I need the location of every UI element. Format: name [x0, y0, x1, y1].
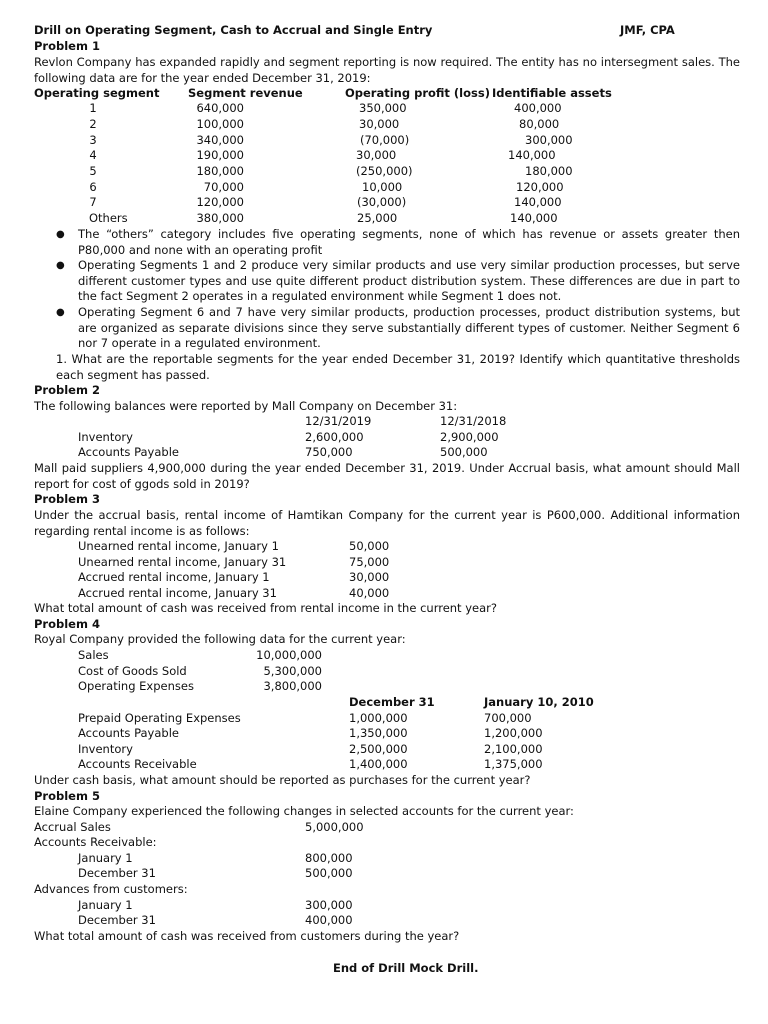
col-segment-revenue: Segment revenue	[188, 86, 303, 100]
problem-3-row-label: Unearned rental income, January 31	[78, 555, 287, 569]
segment-row-others-id: Others	[89, 211, 128, 225]
problem-2-intro: The following balances were reported by Mall Company on December 31:	[34, 399, 458, 413]
problem-5-adv-row-label: January 1	[78, 898, 133, 912]
problem-5-adv-row-value: 400,000	[305, 913, 353, 927]
problem-2-col-2019: 12/31/2019	[305, 414, 372, 428]
problem-5-heading: Problem 5	[34, 789, 100, 803]
problem-4-row-label: Prepaid Operating Expenses	[78, 711, 241, 725]
segment-row-6-assets: 120,000	[516, 180, 564, 194]
segment-row-6-id: 6	[89, 180, 97, 194]
problem-4-summary-label: Cost of Goods Sold	[78, 664, 187, 678]
problem-4-row-value: 1,000,000	[349, 711, 408, 725]
segment-row-7-assets: 140,000	[514, 195, 562, 209]
segment-row-3-revenue: 340,000	[196, 133, 244, 147]
segment-row-4-assets: 140,000	[508, 148, 556, 162]
bullet-note-2: Operating Segments 1 and 2 produce very similar products and use very similar production processes, but serve different customer types and use quite different product distribution system. These differences are due in part to the fact Segment 2 operates in a regulated environment while Segment 1 does not.	[78, 258, 740, 304]
segment-row-3-profit: (70,000)	[360, 133, 410, 147]
segment-row-5-id: 5	[89, 164, 97, 178]
segment-row-4-revenue: 190,000	[196, 148, 244, 162]
problem-4-summary-label: Sales	[78, 648, 109, 662]
problem-2-row-value: 750,000	[305, 445, 353, 459]
bullet-icon: ●	[56, 229, 65, 240]
segment-row-1-profit: 350,000	[359, 101, 407, 115]
problem-3-row-value: 30,000	[349, 570, 390, 584]
problem-3-row-value: 75,000	[349, 555, 390, 569]
problem-3-heading: Problem 3	[34, 492, 100, 506]
problem-4-row-value: 1,400,000	[349, 757, 408, 771]
problem-3-row-value: 50,000	[349, 539, 390, 553]
problem-2-heading: Problem 2	[34, 383, 100, 397]
segment-row-6-profit: 10,000	[362, 180, 403, 194]
segment-row-1-revenue: 640,000	[196, 101, 244, 115]
segment-row-2-profit: 30,000	[359, 117, 400, 131]
col-identifiable-assets: Identifiable assets	[492, 86, 612, 100]
problem-5-adv-row-label: December 31	[78, 913, 156, 927]
problem-4-row-label: Accounts Receivable	[78, 757, 197, 771]
problem-2-question: Mall paid suppliers 4,900,000 during the year ended December 31, 2019. Under Accrual basis, what amount should Mall report for cost of ggods sold in 2019?	[34, 461, 740, 491]
segment-row-3-id: 3	[89, 133, 97, 147]
problem-1-intro: Revlon Company has expanded rapidly and segment reporting is now required. The entity has no intersegment sales. The following data are for the year ended December 31, 2019:	[34, 55, 740, 85]
document-footer: End of Drill Mock Drill.	[333, 961, 479, 975]
problem-4-row-value: 700,000	[484, 711, 532, 725]
segment-row-others-revenue: 380,000	[196, 211, 244, 225]
problem-4-summary-value: 3,800,000	[263, 679, 322, 693]
problem-2-row-value: 2,600,000	[305, 430, 364, 444]
problem-1-question: 1. What are the reportable segments for the year ended December 31, 2019? Identify which quantitative thresholds each segment has passed.	[56, 352, 740, 382]
segment-row-others-profit: 25,000	[357, 211, 398, 225]
problem-3-row-label: Unearned rental income, January 1	[78, 539, 279, 553]
segment-row-3-assets: 300,000	[525, 133, 573, 147]
problem-4-summary-value: 5,300,000	[263, 664, 322, 678]
problem-5-ar-row-label: January 1	[78, 851, 133, 865]
segment-row-2-id: 2	[89, 117, 97, 131]
problem-5-adv-row-value: 300,000	[305, 898, 353, 912]
problem-4-row-label: Accounts Payable	[78, 726, 179, 740]
problem-2-row-value: 500,000	[440, 445, 488, 459]
problem-4-row-value: 1,350,000	[349, 726, 408, 740]
segment-row-1-assets: 400,000	[514, 101, 562, 115]
problem-5-question: What total amount of cash was received from customers during the year?	[34, 929, 460, 943]
bullet-note-1: The “others” category includes five operating segments, none of which has revenue or assets greater then P80,000 and none with an operating profit	[78, 227, 740, 257]
problem-4-summary-value: 10,000,000	[256, 648, 322, 662]
segment-row-2-assets: 80,000	[519, 117, 560, 131]
segment-row-7-revenue: 120,000	[196, 195, 244, 209]
problem-3-row-value: 40,000	[349, 586, 390, 600]
problem-5-adv-label: Advances from customers:	[34, 882, 188, 896]
problem-4-col-jan10: January 10, 2010	[484, 695, 594, 709]
segment-row-others-assets: 140,000	[510, 211, 558, 225]
segment-row-5-profit: (250,000)	[356, 164, 413, 178]
problem-5-ar-row-label: December 31	[78, 866, 156, 880]
problem-2-col-2018: 12/31/2018	[440, 414, 507, 428]
problem-2-row-value: 2,900,000	[440, 430, 499, 444]
problem-5-sales-value: 5,000,000	[305, 820, 364, 834]
segment-row-7-id: 7	[89, 195, 97, 209]
problem-2-row-label: Inventory	[78, 430, 133, 444]
segment-row-4-id: 4	[89, 148, 97, 162]
problem-2-row-label: Accounts Payable	[78, 445, 179, 459]
segment-row-7-profit: (30,000)	[357, 195, 407, 209]
col-operating-profit: Operating profit (loss)	[345, 86, 490, 100]
problem-5-ar-row-value: 500,000	[305, 866, 353, 880]
problem-5-ar-row-value: 800,000	[305, 851, 353, 865]
problem-4-row-value: 2,100,000	[484, 742, 543, 756]
problem-4-summary-label: Operating Expenses	[78, 679, 194, 693]
segment-row-6-revenue: 70,000	[203, 180, 244, 194]
problem-4-row-value: 1,200,000	[484, 726, 543, 740]
problem-5-intro: Elaine Company experienced the following changes in selected accounts for the current year:	[34, 804, 574, 818]
problem-1-heading: Problem 1	[34, 39, 100, 53]
problem-4-col-dec31: December 31	[349, 695, 435, 709]
segment-row-4-profit: 30,000	[356, 148, 397, 162]
problem-3-row-label: Accrued rental income, January 1	[78, 570, 270, 584]
document-title: Drill on Operating Segment, Cash to Accrual and Single Entry	[34, 23, 433, 37]
document-author: JMF, CPA	[620, 23, 675, 37]
problem-4-intro: Royal Company provided the following data for the current year:	[34, 632, 406, 646]
segment-row-5-revenue: 180,000	[196, 164, 244, 178]
problem-4-row-value: 2,500,000	[349, 742, 408, 756]
problem-4-heading: Problem 4	[34, 617, 100, 631]
segment-row-1-id: 1	[89, 101, 97, 115]
bullet-icon: ●	[56, 307, 65, 318]
problem-5-sales-label: Accrual Sales	[34, 820, 111, 834]
problem-4-row-label: Inventory	[78, 742, 133, 756]
problem-3-question: What total amount of cash was received from rental income in the current year?	[34, 601, 497, 615]
problem-4-question: Under cash basis, what amount should be reported as purchases for the current year?	[34, 773, 531, 787]
col-operating-segment: Operating segment	[34, 86, 160, 100]
bullet-note-3: Operating Segment 6 and 7 have very similar products, production processes, product distribution systems, but are organized as separate divisions since they serve substantially different types of customer. Neither Segment 6 nor 7 operate in a regulated environment.	[78, 305, 740, 351]
segment-row-2-revenue: 100,000	[196, 117, 244, 131]
problem-5-ar-label: Accounts Receivable:	[34, 835, 157, 849]
problem-4-row-value: 1,375,000	[484, 757, 543, 771]
bullet-icon: ●	[56, 260, 65, 271]
problem-3-intro: Under the accrual basis, rental income of Hamtikan Company for the current year is P600,000. Additional information regarding rental income is as follows:	[34, 508, 740, 538]
problem-3-row-label: Accrued rental income, January 31	[78, 586, 277, 600]
segment-row-5-assets: 180,000	[525, 164, 573, 178]
